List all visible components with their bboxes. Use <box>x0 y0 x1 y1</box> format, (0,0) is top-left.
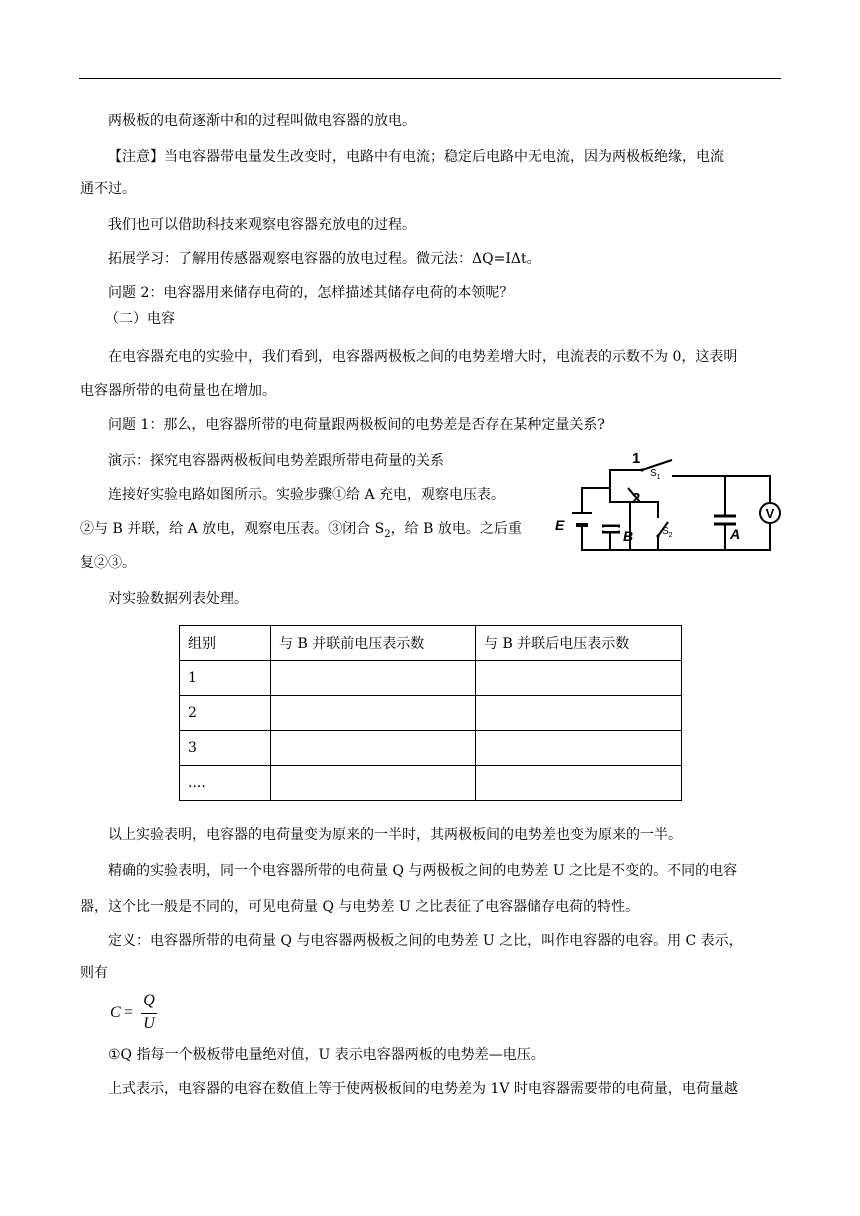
switch-s1-pivot <box>640 468 643 471</box>
paragraph-table-intro: 对实验数据列表处理。 <box>108 591 248 607</box>
paragraph-charging-line2: 电容器所带的电荷量也在增加。 <box>80 383 276 399</box>
paragraph-steps-line2: ②与 B 并联，给 A 放电，观察电压表。③闭合 $S_2$，给 B 放电。之后重 <box>80 521 522 540</box>
paragraph-meaning: 上式表示，电容器的电容在数值上等于使两极板间的电势差为 1V 时电容器需要带的电荷量，电荷量越 <box>108 1081 738 1097</box>
table-row <box>180 696 682 731</box>
paragraph-discharge: 两极板的电荷逐渐中和的过程叫做电容器的放电。 <box>108 113 416 129</box>
fraction-bar <box>141 1013 157 1014</box>
formula-denominator: U <box>143 1015 155 1032</box>
paragraph-demo: 演示：探究电容器两极板间电势差跟所带电荷量的关系 <box>108 453 444 469</box>
paragraph-question-2: 问题 2：电容器用来储存电荷的，怎样描述其储存电荷的本领呢？ <box>108 285 514 301</box>
table-cell <box>476 731 682 766</box>
voltmeter-label: V <box>765 506 775 521</box>
paragraph-note-line2: 通不过。 <box>80 181 136 197</box>
table-header-cell: 与 B 并联后电压表示数 <box>476 626 682 661</box>
table-cell <box>476 696 682 731</box>
table-row <box>180 766 682 801</box>
label-position-1: 1 <box>632 450 641 467</box>
paragraph-definition-line2: 则有 <box>80 965 108 981</box>
label-position-2: 2 <box>632 490 641 507</box>
table-cell <box>271 661 476 696</box>
table-cell <box>271 766 476 801</box>
capacitor-b-gap <box>604 527 618 531</box>
subscript-2: 2 <box>384 528 391 540</box>
data-table <box>179 625 682 801</box>
header-rule <box>79 78 781 79</box>
paragraph-extended-study: 拓展学习：了解用传感器观察电容器的放电过程。微元法：ΔQ=IΔt。 <box>108 251 541 267</box>
paragraph-precise-line1: 精确的实验表明，同一个电容器所带的电荷量 Q 与两极板之间的电势差 U 之比是不变的。不同的电容 <box>108 863 738 879</box>
paragraph-note-q: ①Q 指每一个极板带电量绝对值，U 表示电容器两板的电势差—电压。 <box>108 1047 545 1063</box>
label-capacitor-b: B <box>623 528 634 544</box>
table-header-cell: 组别 <box>180 626 271 661</box>
paragraph-note-line1: 【注意】当电容器带电量发生改变时，电路中有电流；稳定后电路中无电流，因为两极板绝缘，电流 <box>108 149 724 165</box>
table-cell <box>271 696 476 731</box>
paragraph-precise-line2: 器，这个比一般是不同的，可见电荷量 Q 与电势差 U 之比表征了电容器储存电荷的特性。 <box>80 899 640 915</box>
label-battery-e: E <box>555 517 565 533</box>
table-cell: 2 <box>180 696 271 731</box>
table-cell <box>476 766 682 801</box>
label-capacitor-a: A <box>730 526 741 542</box>
table-header-cell: 与 B 并联前电压表示数 <box>271 626 476 661</box>
table-cell <box>271 731 476 766</box>
formula-equals: = <box>124 1004 134 1021</box>
paragraph-steps-line3: 复②③。 <box>80 555 136 571</box>
formula-lhs: C <box>110 1004 121 1021</box>
table-cell <box>476 661 682 696</box>
table-row <box>180 731 682 766</box>
table-cell: 3 <box>180 731 271 766</box>
paragraph-experiment-result: 以上实验表明，电容器的电荷量变为原来的一半时，其两极板间的电势差也变为原来的一半。 <box>108 827 682 843</box>
table-cell: 1 <box>180 661 271 696</box>
paragraph-charging-line1: 在电容器充电的实验中，我们看到，电容器两极板之间的电势差增大时，电流表的示数不为 0，这表明 <box>108 349 738 365</box>
paragraph-technology: 我们也可以借助科技来观察电容器充放电的过程。 <box>108 217 416 233</box>
table-header-row <box>180 626 682 661</box>
formula-numerator: Q <box>143 992 155 1009</box>
capacitance-formula <box>110 992 170 1036</box>
circuit-diagram <box>550 448 790 560</box>
label-switch-s2: $S_2$ <box>662 526 673 539</box>
paragraph-question-1: 问题 1：那么，电容器所带的电荷量跟两极板间的电势差是否存在某种定量关系? <box>108 417 605 433</box>
table-row <box>180 661 682 696</box>
paragraph-definition-line1: 定义：电容器所带的电荷量 Q 与电容器两极板之间的电势差 U 之比，叫作电容器的电容。用 C 表示， <box>108 933 743 949</box>
table-cell: .... <box>180 766 271 801</box>
paragraph-steps-line1: 连接好实验电路如图所示。实验步骤①给 A 充电，观察电压表。 <box>108 487 506 503</box>
section-heading-capacitance: （二）电容 <box>105 311 175 327</box>
label-switch-s1: $S_1$ <box>650 468 661 481</box>
switch-s2-pivot <box>656 534 659 537</box>
